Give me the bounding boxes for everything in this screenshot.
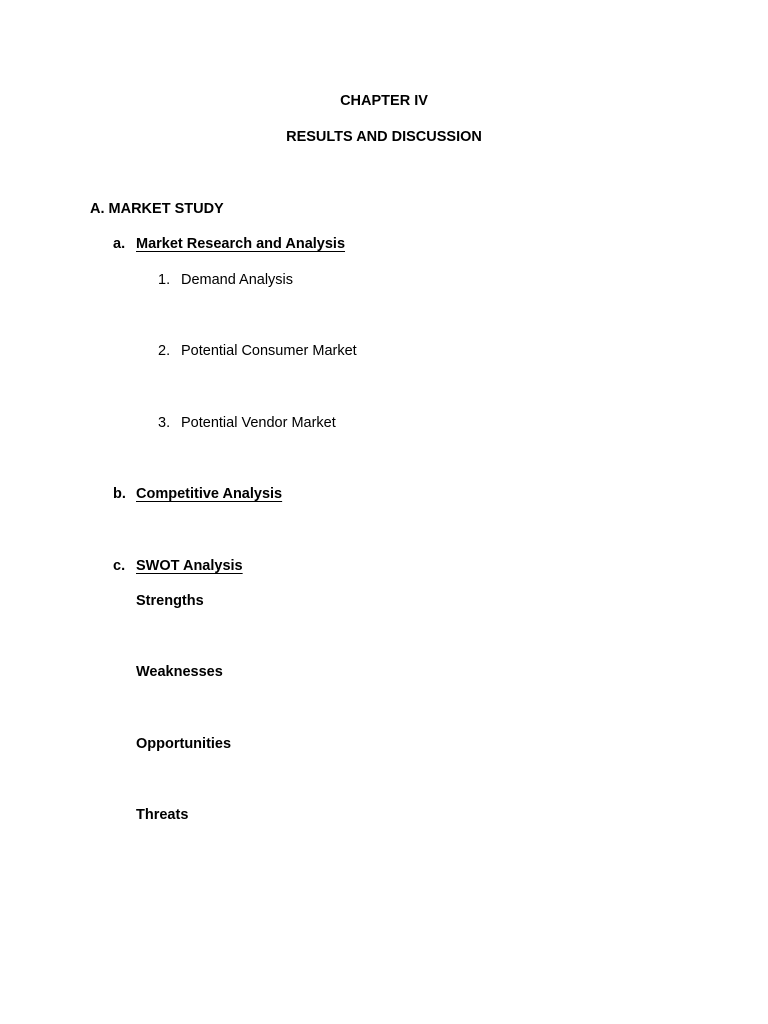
subsection-a-marker: a.: [113, 236, 126, 252]
swot-weaknesses: Weaknesses: [136, 664, 223, 680]
list-item-demand-analysis: Demand Analysis: [181, 272, 294, 288]
list-item-potential-consumer-market: Potential Consumer Market: [181, 343, 357, 359]
list-item-potential-vendor-market: Potential Vendor Market: [181, 415, 336, 431]
chapter-title: RESULTS AND DISCUSSION: [286, 129, 482, 145]
swot-strengths: Strengths: [136, 593, 204, 609]
subsection-c-marker: c.: [113, 558, 126, 574]
list-item-2-marker: 2.: [158, 343, 171, 359]
list-item-3-marker: 3.: [158, 415, 171, 431]
subsection-c-heading: SWOT Analysis: [136, 558, 243, 574]
list-item-1-marker: 1.: [158, 272, 171, 288]
swot-threats: Threats: [136, 807, 189, 823]
chapter-heading: CHAPTER IV: [340, 93, 428, 109]
swot-opportunities: Opportunities: [136, 736, 232, 752]
subsection-b-marker: b.: [113, 486, 126, 502]
subsection-a-heading: Market Research and Analysis: [136, 236, 346, 252]
section-heading: A. MARKET STUDY: [90, 201, 224, 217]
subsection-b-heading: Competitive Analysis: [136, 486, 283, 502]
